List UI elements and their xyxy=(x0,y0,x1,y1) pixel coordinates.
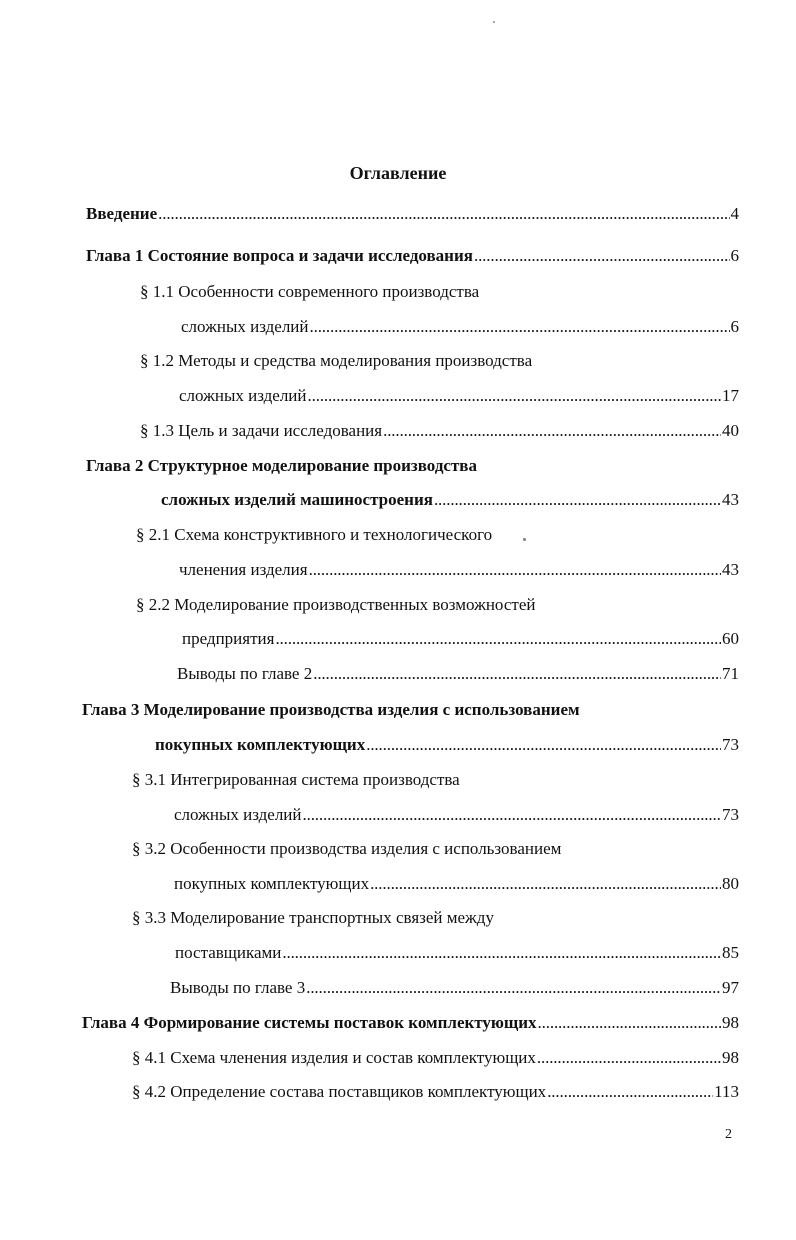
toc-entry-page: 60 xyxy=(722,629,739,648)
leader-dots xyxy=(306,978,721,998)
toc-entry-text: поставщиками xyxy=(175,943,282,962)
toc-entry-section-1-3[interactable] xyxy=(140,421,739,445)
toc-entry-section-2-2[interactable] xyxy=(136,595,740,619)
toc-entry-text: Глава 4 Формирование системы поставок комплектующих xyxy=(82,1013,537,1032)
toc-entry-conclusions-2[interactable] xyxy=(177,664,739,688)
toc-entry-page: 113 xyxy=(714,1082,739,1101)
toc-entry-text: Глава 3 Моделирование производства изделия с использованием xyxy=(82,700,580,719)
toc-entry-section-2-1[interactable] xyxy=(136,525,740,549)
toc-entry-section-2-1-cont[interactable] xyxy=(179,560,739,584)
toc-entry-text: сложных изделий xyxy=(179,386,307,405)
toc-entry-page: 73 xyxy=(722,735,739,754)
toc-entry-page: 43 xyxy=(722,560,739,579)
toc-entry-text: § 4.1 Схема членения изделия и состав комплектующих xyxy=(132,1048,536,1067)
toc-entry-text: покупных комплектующих xyxy=(174,874,370,893)
leader-dots xyxy=(383,421,721,441)
toc-entry-text: сложных изделий xyxy=(181,317,309,336)
leader-dots xyxy=(282,943,721,963)
toc-title: Оглавление xyxy=(349,163,447,183)
toc-entry-section-3-2[interactable] xyxy=(132,839,739,863)
toc-entry-text: § 4.2 Определение состава поставщиков комплектующих xyxy=(132,1082,547,1101)
toc-entry-text: § 3.3 Моделирование транспортных связей между xyxy=(132,908,494,927)
leader-dots xyxy=(309,560,721,580)
leader-dots xyxy=(474,246,730,266)
toc-entry-text: Глава 1 Состояние вопроса и задачи исследования xyxy=(86,246,473,265)
scan-speck xyxy=(493,21,495,23)
toc-entry-text: Введение xyxy=(86,204,158,223)
leader-dots xyxy=(537,1048,721,1068)
toc-entry-text: § 1.2 Методы и средства моделирования производства xyxy=(140,351,533,370)
toc-entry-section-2-2-cont[interactable] xyxy=(182,629,739,653)
toc-entry-section-1-1[interactable] xyxy=(140,282,740,306)
toc-entry-text: Выводы по главе 3 xyxy=(170,978,306,997)
toc-entry-page: 17 xyxy=(722,386,739,405)
toc-entry-chapter-2[interactable] xyxy=(86,456,739,480)
toc-entry-page: 40 xyxy=(722,421,739,440)
toc-entry-section-3-3-cont[interactable] xyxy=(175,943,739,967)
toc-entry-text: § 1.3 Цель и задачи исследования xyxy=(140,421,383,440)
toc-entry-chapter-2-cont[interactable] xyxy=(161,490,739,514)
toc-entry-text: предприятия xyxy=(182,629,275,648)
toc-entry-page: 80 xyxy=(722,874,739,893)
toc-entry-text: покупных комплектующих xyxy=(155,735,366,754)
toc-entry-text: § 3.1 Интегрированная система производства xyxy=(132,770,460,789)
leader-dots xyxy=(366,735,721,755)
leader-dots xyxy=(313,664,721,684)
toc-entry-text: Глава 2 Структурное моделирование производства xyxy=(86,456,477,475)
leader-dots xyxy=(275,629,721,649)
leader-dots xyxy=(303,805,722,825)
leader-dots xyxy=(538,1013,721,1033)
toc-entry-text: сложных изделий машиностроения xyxy=(161,490,433,509)
toc-entry-section-1-2[interactable] xyxy=(140,351,740,375)
toc-entry-text: § 2.2 Моделирование производственных возможностей xyxy=(136,595,536,614)
toc-entry-section-4-2[interactable] xyxy=(132,1082,739,1106)
toc-entry-page: 6 xyxy=(730,246,739,265)
toc-entry-text: § 2.1 Схема конструктивного и технологического xyxy=(136,525,493,544)
leader-dots xyxy=(434,490,721,510)
toc-entry-text: членения изделия xyxy=(179,560,308,579)
toc-entry-page: 71 xyxy=(722,664,739,683)
toc-entry-chapter-1[interactable] xyxy=(86,246,739,270)
toc-entry-page: 85 xyxy=(722,943,739,962)
toc-entry-section-3-1[interactable] xyxy=(132,770,739,794)
toc-entry-chapter-3-cont[interactable] xyxy=(155,735,739,759)
toc-entry-page: 98 xyxy=(722,1013,739,1032)
leader-dots xyxy=(158,204,729,224)
leader-dots xyxy=(370,874,721,894)
leader-dots xyxy=(308,386,722,406)
toc-entry-page: 98 xyxy=(722,1048,739,1067)
toc-entry-page: 4 xyxy=(730,204,739,223)
toc-entry-text: § 3.2 Особенности производства изделия с использованием xyxy=(132,839,562,858)
toc-entry-introduction[interactable] xyxy=(86,204,739,228)
toc-entry-section-3-2-cont[interactable] xyxy=(174,874,739,898)
toc-entry-section-1-2-cont[interactable] xyxy=(179,386,739,410)
leader-dots xyxy=(547,1082,713,1102)
toc-entry-chapter-3[interactable] xyxy=(82,700,740,724)
toc-entry-section-3-1-cont[interactable] xyxy=(174,805,739,829)
toc-entry-chapter-4[interactable] xyxy=(82,1013,739,1037)
toc-entry-section-1-1-cont[interactable] xyxy=(181,317,739,341)
toc-entry-section-3-3[interactable] xyxy=(132,908,739,932)
toc-entry-page: 6 xyxy=(730,317,739,336)
page-number: 2 xyxy=(725,1127,732,1142)
toc-entry-text: § 1.1 Особенности современного производства xyxy=(140,282,480,301)
toc-entry-page: 97 xyxy=(722,978,739,997)
toc-entry-text: Выводы по главе 2 xyxy=(177,664,313,683)
leader-dots xyxy=(310,317,730,337)
toc-entry-page: 43 xyxy=(722,490,739,509)
toc-entry-section-4-1[interactable] xyxy=(132,1048,739,1072)
toc-entry-conclusions-3[interactable] xyxy=(170,978,739,1002)
toc-entry-page: 73 xyxy=(722,805,739,824)
toc-entry-text: сложных изделий xyxy=(174,805,302,824)
